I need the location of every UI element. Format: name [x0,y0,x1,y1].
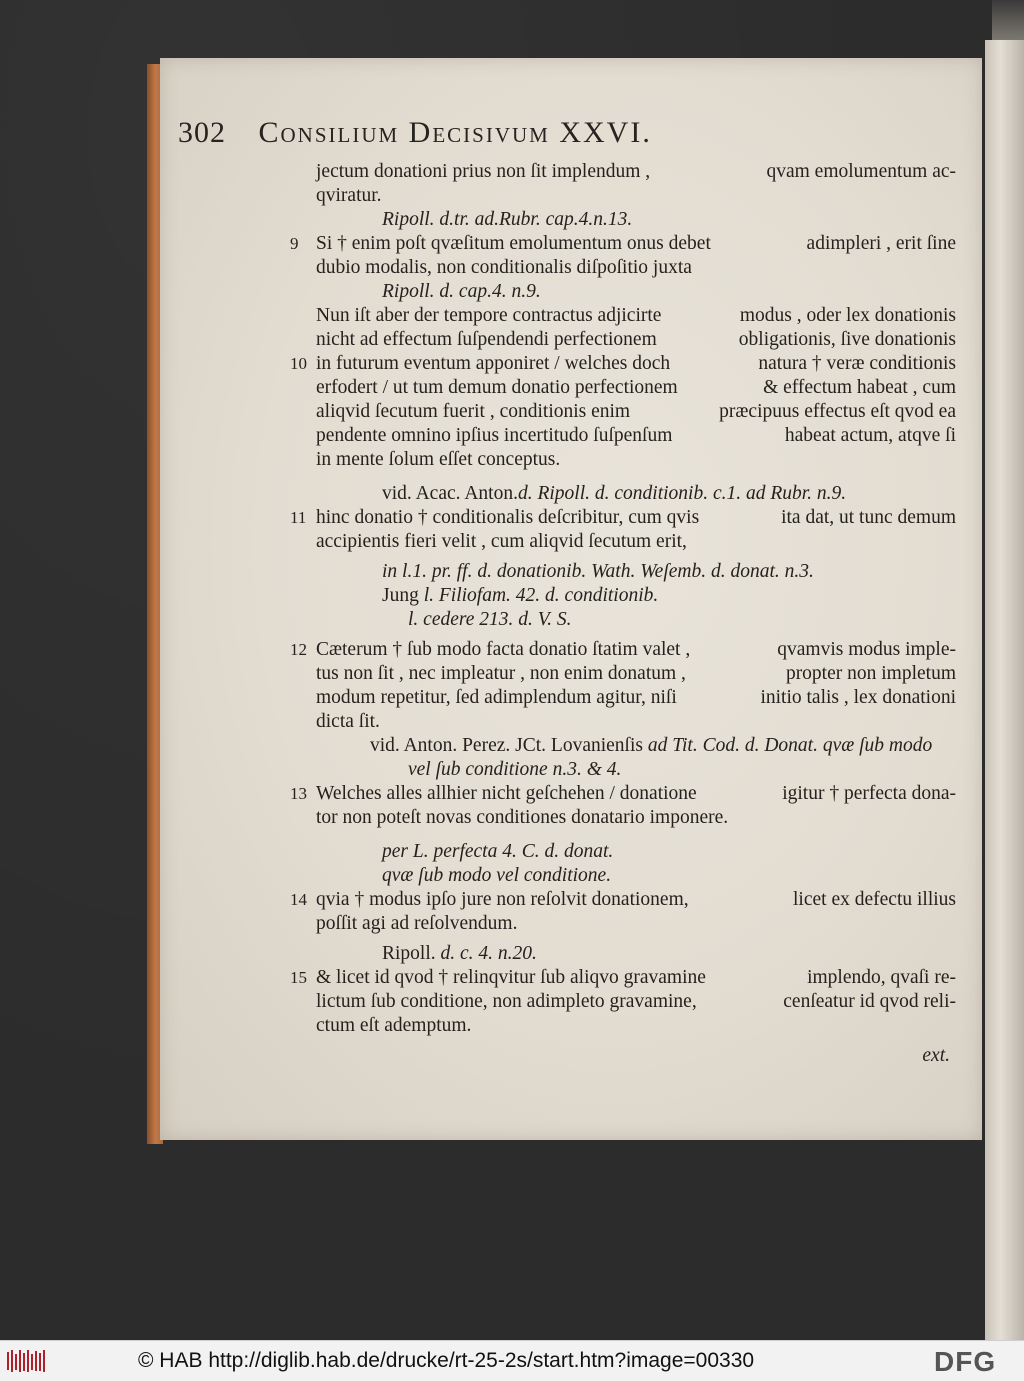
margin-number: 13 [290,784,307,803]
text-line: 12 Cæterum † ſub modo facta donatio ſtatim valet , qvamvis modus imple- [290,639,956,660]
footer-bar [0,1340,1024,1381]
text-line: Nun iſt aber der tempore contractus adjicirte modus , oder lex donationis [316,305,956,326]
text-line: jectum donationi prius non ſit implendum , qvam emolumentum ac- [316,161,956,182]
margin-number: 9 [290,234,299,253]
margin-number: 15 [290,968,307,987]
text-line: dubio modalis, non conditionalis diſpoſitio juxta [316,257,692,278]
text-line: 15 & licet id qvod † relinqvitur ſub aliqvo gravamine implendo, qvaſi re- [290,967,956,988]
text-line: in mente ſolum eſſet conceptus. [316,449,561,470]
text-line: dicta ſit. [316,711,380,732]
text-line: lictum ſub conditione, non adimpleto gravamine, cenſeatur id qvod reli- [316,991,956,1012]
text-line: 11 hinc donatio † conditionalis deſcribitur, cum qvis ita dat, ut tunc demum [290,507,956,528]
text-line: poſſit agi ad reſolvendum. [316,913,518,934]
margin-number: 14 [290,890,307,909]
margin-number: 11 [290,508,307,527]
text-line: aliqvid ſecutum fuerit , conditionis enim præcipuus effectus eſt qvod ea [316,401,956,422]
citation-line: Ripoll. d. c. 4. n.20. [382,943,537,964]
text-line: qviratur. [316,185,382,206]
text-line: tus non ſit , nec impleatur , non enim donatum , propter non impletum [316,663,956,684]
page-header [178,116,878,156]
dfg-logo: DFG [934,1346,997,1377]
text-line: 10 in futurum eventum apponiret / welches doch natura † veræ conditionis [290,353,956,374]
margin-number: 12 [290,640,307,659]
text-column [290,160,956,1068]
citation-line: vid. Anton. Perez. JCt. Lovanienſis ad Tit. Cod. d. Donat. qvæ ſub modo [370,735,933,756]
text-line: 14 qvia † modus ipſo jure non reſolvit donationem, licet ex defectu illius [290,889,956,910]
text-line: ctum eſt ademptum. [316,1015,472,1036]
page-number: 302 [178,116,226,149]
citation-line: Ripoll. d. cap.4. n.9. [382,281,541,302]
text-line: accipientis fieri velit , cum aliqvid ſecutum erit, [316,531,687,552]
text-line: nicht ad effectum ſuſpendendi perfectionem obligationis, ſive donationis [316,329,956,350]
text-line: modum repetitur, ſed adimplendum agitur, niſi initio talis , lex donationi [316,687,956,708]
catchword: ext. [922,1045,950,1066]
citation-line: vel ſub conditione n.3. & 4. [408,759,622,780]
text-line: 13 Welches alles allhier nicht geſchehen / donatione igitur † perfecta dona- [290,783,956,804]
citation-line: per L. perfecta 4. C. d. donat. [382,841,614,862]
citation-line: l. cedere 213. d. V. S. [408,609,572,630]
running-title: Consilium Decisivum XXVI. [258,116,652,149]
text-line: tor non poteſt novas conditiones donatario imponere. [316,807,729,828]
hab-logo-icon [6,1348,46,1374]
citation-line: Ripoll. d.tr. ad.Rubr. cap.4.n.13. [382,209,633,230]
citation-line: vid. Acac. Anton.d. Ripoll. d. conditionib. c.1. ad Rubr. n.9. [382,483,847,504]
margin-number: 10 [290,354,307,373]
text-line: 9 Si † enim poſt qvæſitum emolumentum onus debet adimpleri , erit ſine [290,233,956,254]
citation-line: qvæ ſub modo vel conditione. [382,865,612,886]
next-page-edge [985,40,1024,1340]
text-line: erfodert / ut tum demum donatio perfectionem & effectum habeat , cum [316,377,956,398]
citation-line: in l.1. pr. ff. d. donationib. Wath. Weſemb. d. donat. n.3. [382,561,814,582]
citation-line: Jung l. Filiofam. 42. d. conditionib. [382,585,659,606]
text-line: pendente omnino ipſius incertitudo ſuſpenſum habeat actum, atqve ſi [316,425,956,446]
copyright-link[interactable]: © HAB http://diglib.hab.de/drucke/rt-25-2s/start.htm?image=00330 [138,1349,755,1372]
